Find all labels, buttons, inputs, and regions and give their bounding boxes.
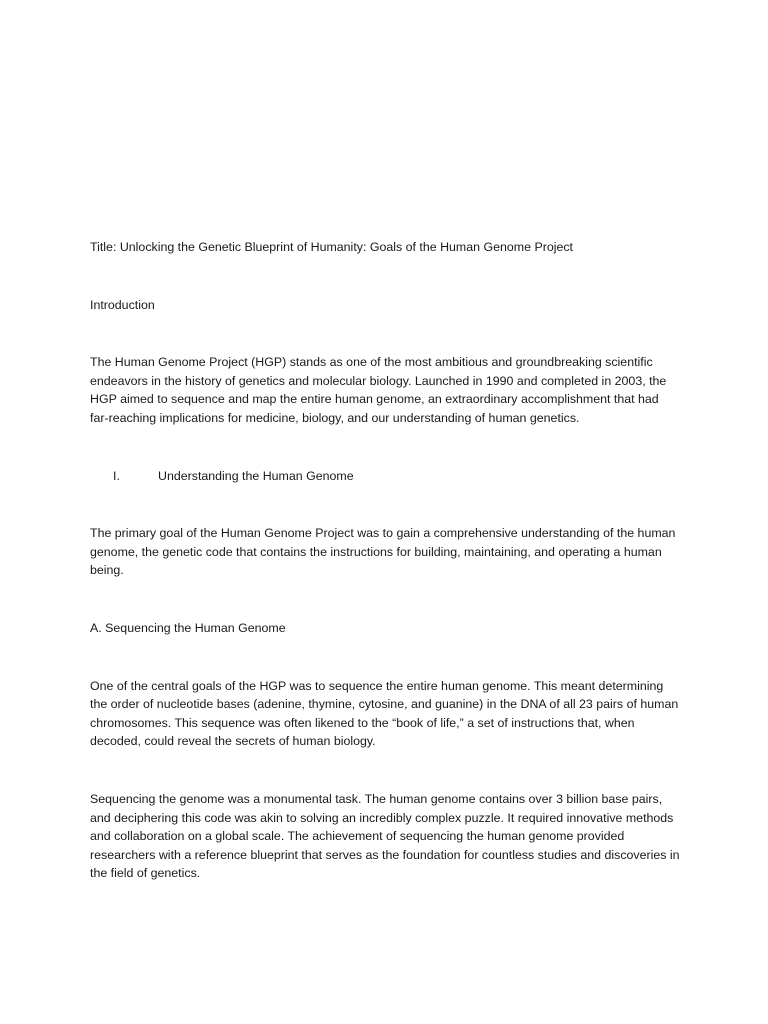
section-1-heading: Understanding the Human Genome: [158, 468, 354, 483]
subsection-a-paragraph-2: Sequencing the genome was a monumental task. The human genome contains over 3 billion base pairs, and deciphering this code was akin to solving an incredibly complex puzzle. It required innovative methods and collaboration on a global scale. The achievement of sequencing the human genome provided researchers with a reference blueprint that serves as the foundation for countless studies and discoveries in the field of genetics.: [90, 791, 680, 881]
subsection-a-paragraph-1: One of the central goals of the HGP was to sequence the entire human genome. This meant determining the order of nucleotide bases (adenine, thymine, cytosine, and guanine) in the DNA of all 23 pairs of human chromosomes. This sequence was often likened to the “book of life,” a set of instructions that, when decoded, could reveal the secrets of human biology.: [90, 678, 679, 749]
section-1-number: I.: [113, 468, 120, 483]
intro-heading: Introduction: [90, 297, 155, 312]
subsection-a-heading: A. Sequencing the Human Genome: [90, 620, 286, 635]
section-1-heading-row: [90, 467, 680, 486]
section-1-paragraph: The primary goal of the Human Genome Project was to gain a comprehensive understanding of the human genome, the genetic code that contains the instructions for building, maintaining, and operating a human being.: [90, 526, 676, 578]
intro-paragraph: The Human Genome Project (HGP) stands as one of the most ambitious and groundbreaking scientific endeavors in the history of genetics and molecular biology. Launched in 1990 and completed in 2003, the HGP aimed to sequence and map the entire human genome, an extraordinary accomplishment that had far-reaching implications for medicine, biology, and our understanding of human genetics.: [90, 355, 667, 425]
document-title: Title: Unlocking the Genetic Blueprint of Humanity: Goals of the Human Genome Project: [90, 240, 574, 254]
document-body: [90, 238, 680, 922]
